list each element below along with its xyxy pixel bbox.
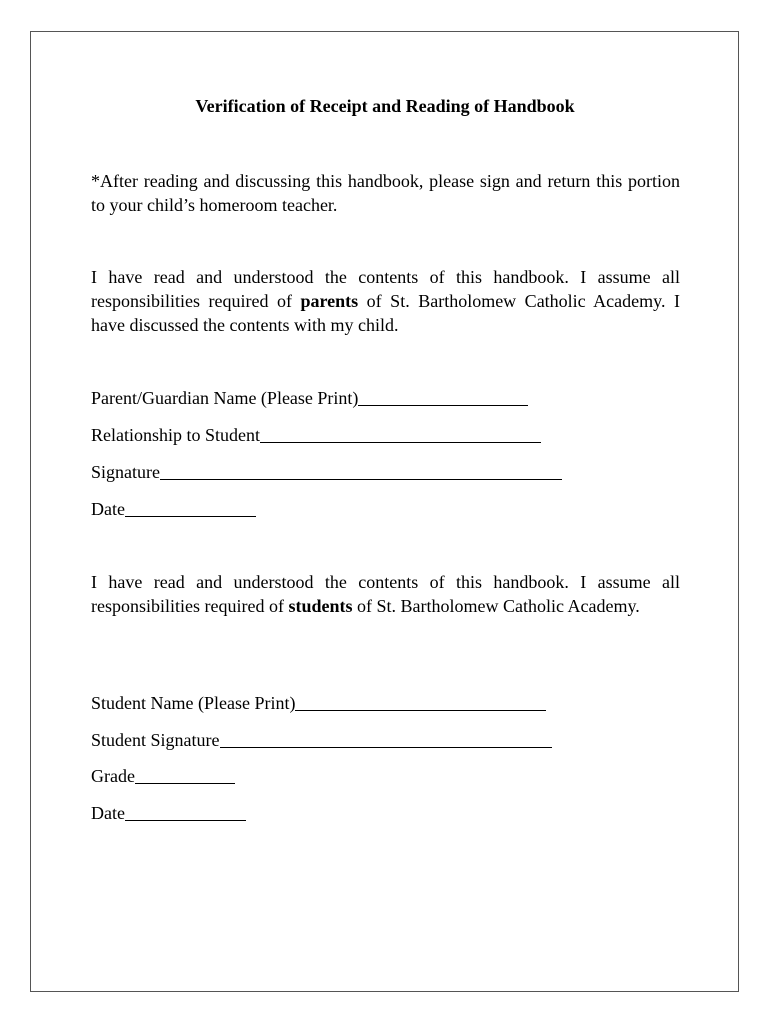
grade-blank[interactable] <box>135 765 235 784</box>
parent-name-blank[interactable] <box>358 387 528 406</box>
student-signature-field <box>91 729 552 751</box>
parent-date-blank[interactable] <box>125 498 256 517</box>
parent-name-label: Parent/Guardian Name (Please Print) <box>91 388 359 408</box>
grade-field <box>91 765 235 787</box>
parent-name-field <box>91 387 528 409</box>
parent-statement-bold: parents <box>300 291 359 311</box>
parent-signature-field <box>91 461 562 483</box>
student-signature-blank[interactable] <box>220 729 552 748</box>
student-signature-label: Student Signature <box>91 730 220 750</box>
student-name-label: Student Name (Please Print) <box>91 693 296 713</box>
student-name-blank[interactable] <box>295 692 546 711</box>
student-date-blank[interactable] <box>125 802 246 821</box>
relationship-label: Relationship to Student <box>91 425 260 445</box>
student-statement-after: of St. Bartholomew Catholic Academy. <box>352 596 640 616</box>
parent-statement <box>91 265 680 337</box>
relationship-field <box>91 424 541 446</box>
parent-signature-label: Signature <box>91 462 160 482</box>
student-statement <box>91 570 680 618</box>
parent-statement-after: of St. Bartholomew Catholic Academy. I have discussed the contents with my child. <box>91 291 680 335</box>
parent-date-field <box>91 498 256 520</box>
page-title: Verification of Receipt and Reading of Handbook <box>195 96 575 116</box>
parent-date-label: Date <box>91 499 125 519</box>
student-name-field <box>91 692 546 714</box>
student-date-label: Date <box>91 803 125 823</box>
student-statement-bold: students <box>288 596 353 616</box>
relationship-blank[interactable] <box>260 424 541 443</box>
grade-label: Grade <box>91 766 135 786</box>
parent-signature-blank[interactable] <box>160 461 562 480</box>
student-date-field <box>91 802 246 824</box>
student-statement-before: I have read and understood the contents of this handbook. I assume all responsibilities required of <box>91 572 680 616</box>
intro-instructions: *After reading and discussing this handbook, please sign and return this portion to your child’s homeroom teacher. <box>91 171 680 215</box>
parent-statement-before: I have read and understood the contents of this handbook. I assume all responsibilities required of <box>91 267 680 311</box>
